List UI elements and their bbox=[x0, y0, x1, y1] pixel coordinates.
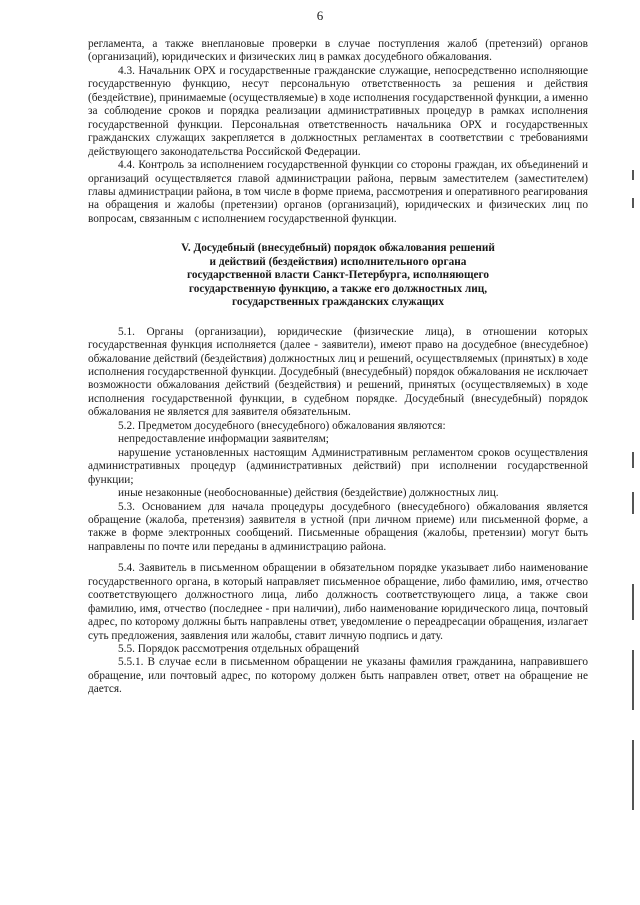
section-heading bbox=[88, 242, 588, 309]
scan-margin-mark bbox=[632, 584, 634, 620]
paragraph-4-3: 4.3. Начальник ОРХ и государственные гражданские служащие, непосредственно исполняющие государственную функцию, несут персональную ответственность за решения и действия (бездействие), принимаемые (осуществляемые) в ходе исполнения государственной функции, а именно за соблюдение сроков и порядка реализации административных процедур в рамках исполнения государственной функции. Персональная ответственность начальника ОРХ и государственных гражданских служащих закрепляется в должностных регламентах в соответствии с требованиями действующего законодательства Российской Федерации. bbox=[88, 64, 588, 158]
scan-margin-mark bbox=[632, 452, 634, 468]
paragraph-5-2-item: иные незаконные (необоснованные) действия (бездействие) должностных лиц. bbox=[118, 487, 499, 500]
scan-margin-mark bbox=[632, 740, 634, 810]
section-heading-line: государственной власти Санкт-Петербурга, исполняющего bbox=[187, 269, 489, 282]
paragraph-5-1: 5.1. Органы (организации), юридические (физические лица), в отношении которых государственная функция исполняется (далее - заявители), имеют право на досудебное (внесудебное) обжалование действий (бездействия) должностных лиц и решений, осуществляемых (принятых) в ходе исполнения государственной функции. Досудебный (внесудебный) порядок обжалования не исключает возможности обжалования действий (бездействия) и решений, принятых (осуществляемых) в ходе исполнения государственной функции, в судебном порядке. Досудебный (внесудебный) порядок обжалования не является для заявителя обязательным. bbox=[88, 325, 588, 419]
paragraph-5-5: 5.5. Порядок рассмотрения отдельных обращений bbox=[118, 643, 360, 656]
paragraph-continuation: регламента, а также внеплановые проверки в случае поступления жалоб (претензий) органов (организаций), юридических и физических лиц в рамках досудебного обжалования. bbox=[88, 38, 588, 64]
scan-margin-mark bbox=[632, 650, 634, 710]
section-heading-line: государственную функцию, а также его должностных лиц, bbox=[188, 282, 488, 295]
paragraph-5-4: 5.4. Заявитель в письменном обращении в обязательном порядке указывает либо наименование государственного органа, в который направляет письменное обращение, либо фамилию, имя, отчество соответствующего должностного лица, либо должность соответствующего лица, а также свои фамилию, имя, отчество (последнее - при наличии), либо наименование юридического лица, почтовый адрес, по которому должны быть направлены ответ, уведомление о переадресации обращения, излагает суть предложения, заявления или жалобы, ставит личную подпись и дату. bbox=[88, 562, 588, 642]
paragraph-5-2: 5.2. Предметом досудебного (внесудебного) обжалования являются: bbox=[118, 419, 446, 432]
section-heading-line: государственных гражданских служащих bbox=[232, 296, 444, 309]
section-heading-line: V. Досудебный (внесудебный) порядок обжалования решений bbox=[181, 242, 495, 255]
scan-margin-mark bbox=[632, 170, 634, 180]
scan-margin-mark bbox=[632, 492, 634, 514]
paragraph-5-2-item: нарушение установленных настоящим Административным регламентом сроков осуществления административных процедур (административных действий) при исполнении государственной функции; bbox=[88, 446, 588, 486]
paragraph-4-4: 4.4. Контроль за исполнением государственной функции со стороны граждан, их объединений и организаций осуществляется главой администрации района, первым заместителем (заместителем) главы администрации района, в том числе в форме приема, рассмотрения и оперативного реагирования на обращения и жалобы (претензии) органов (организаций), юридических и физических лиц по вопросам, связанным с исполнением государственной функции. bbox=[88, 159, 588, 225]
document-body bbox=[88, 38, 588, 697]
section-heading-line: и действий (бездействия) исполнительного органа bbox=[209, 255, 467, 268]
paragraph-5-2-item: непредоставление информации заявителям; bbox=[118, 433, 329, 446]
page-number: 6 bbox=[316, 8, 324, 23]
paragraph-5-3: 5.3. Основанием для начала процедуры досудебного (внесудебного) обжалования является обращение (жалоба, претензия) заявителя в устной (при личном приеме) или письменной форме, а также в форме электронных сообщений. Письменные обращения (жалобы, претензии) могут быть направлены по почте или переданы в администрацию района. bbox=[88, 500, 588, 553]
scan-margin-mark bbox=[632, 198, 634, 208]
paragraph-5-5-1: 5.5.1. В случае если в письменном обращении не указаны фамилия гражданина, направившего обращение, или почтовый адрес, по которому должен быть направлен ответ, ответ на обращение не дается. bbox=[88, 656, 588, 696]
